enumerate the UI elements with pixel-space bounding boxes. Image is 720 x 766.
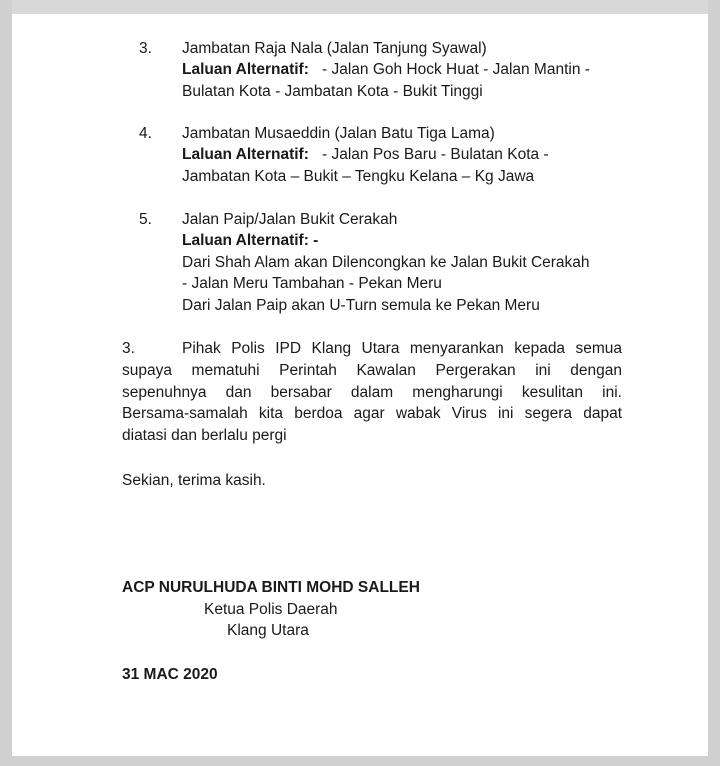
scan-border-bottom xyxy=(0,756,720,766)
paragraph-line: Bersama-samalah kita berdoa agar wabak Virus ini segera dapat xyxy=(122,405,622,422)
paragraph-line: supaya mematuhi Perintah Kawalan Pergerakan ini dengan xyxy=(122,362,622,379)
item-number: 5. xyxy=(139,211,152,228)
closing-text: Sekian, terima kasih. xyxy=(122,472,266,489)
item-road: Jambatan Raja Nala (Jalan Tanjung Syawal) xyxy=(182,40,487,57)
signatory-title: Ketua Polis Daerah xyxy=(204,601,338,618)
item-number: 3. xyxy=(139,40,152,57)
item-road: Jalan Paip/Jalan Bukit Cerakah xyxy=(182,211,398,228)
item-road: Jambatan Musaeddin (Jalan Batu Tiga Lama) xyxy=(182,125,495,142)
item-number: 4. xyxy=(139,125,152,142)
paragraph-number: 3. xyxy=(122,340,135,357)
item-alt-route: Bulatan Kota - Jambatan Kota - Bukit Tinggi xyxy=(182,83,483,100)
scan-border-right xyxy=(708,0,720,766)
document-page xyxy=(12,14,708,756)
paragraph-line: sepenuhnya dan bersabar dalam mengharungi kesulitan ini. xyxy=(122,383,622,401)
item-alt-route: - Jalan Meru Tambahan - Pekan Meru xyxy=(182,275,442,292)
paragraph-line: diatasi dan berlalu pergi xyxy=(122,426,287,444)
item-alt-label: Laluan Alternatif: xyxy=(182,146,309,163)
item-alt-route: Jambatan Kota – Bukit – Tengku Kelana – Kg Jawa xyxy=(182,168,535,185)
signatory-name: ACP NURULHUDA BINTI MOHD SALLEH xyxy=(122,579,420,596)
paragraph-line: Pihak Polis IPD Klang Utara menyarankan kepada semua xyxy=(182,340,622,357)
scan-border-top xyxy=(0,0,720,14)
item-alt-route: - Jalan Pos Baru - Bulatan Kota - xyxy=(322,146,549,163)
item-alt-label: Laluan Alternatif: - xyxy=(182,232,319,249)
item-alt-label: Laluan Alternatif: xyxy=(182,61,309,78)
signatory-district: Klang Utara xyxy=(227,622,309,639)
item-alt-route: - Jalan Goh Hock Huat - Jalan Mantin - xyxy=(322,61,590,78)
item-alt-route: Dari Jalan Paip akan U-Turn semula ke Pekan Meru xyxy=(182,297,540,314)
item-alt-route: Dari Shah Alam akan Dilencongkan ke Jalan Bukit Cerakah xyxy=(182,254,590,271)
scan-border-left xyxy=(0,0,12,766)
document-date: 31 MAC 2020 xyxy=(122,666,218,683)
